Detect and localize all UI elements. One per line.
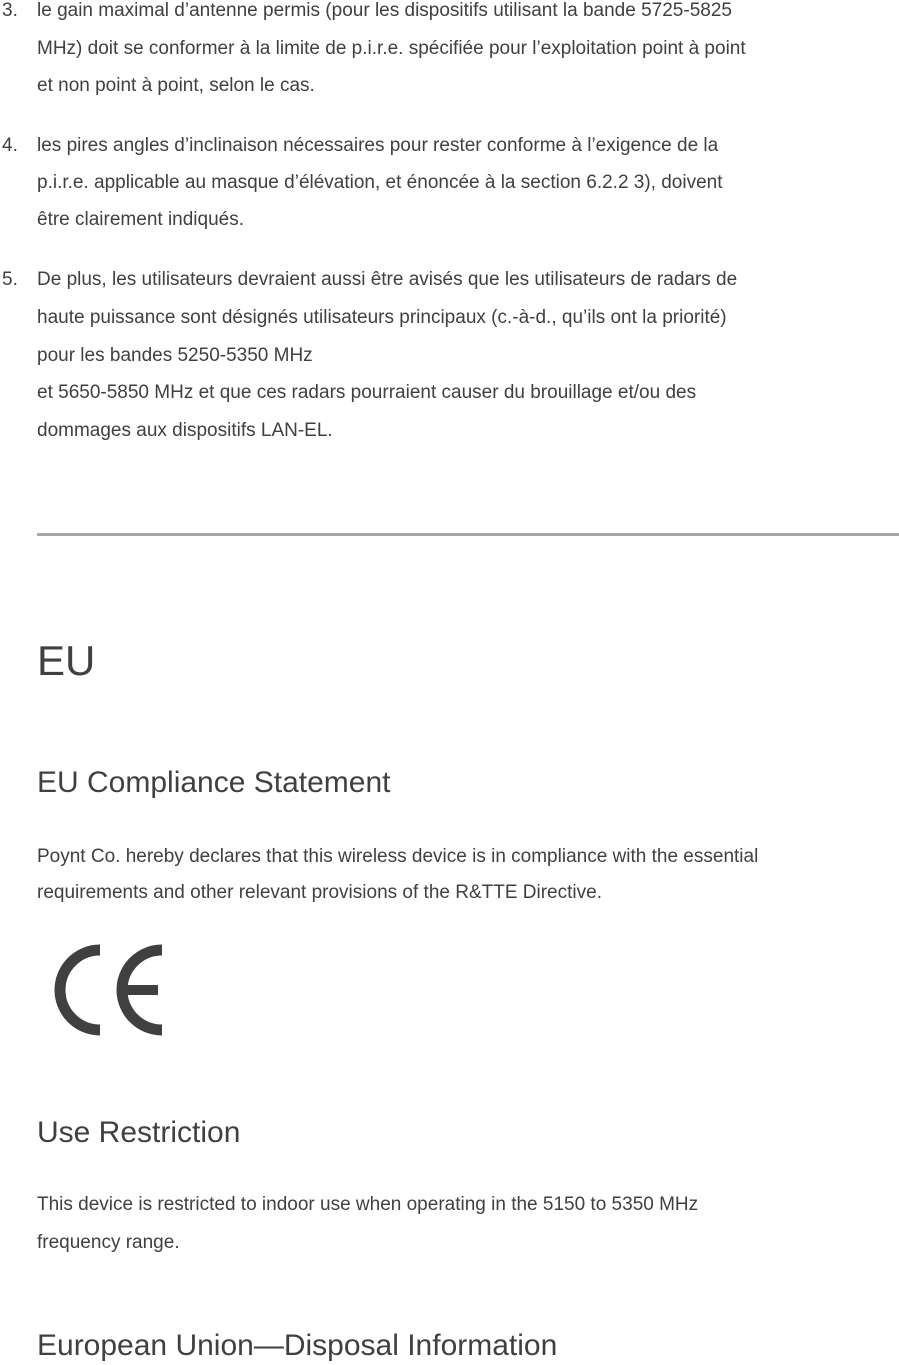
list-item-5-line-2: haute puissance sont désignés utilisateurs principaux (c.-à-d., qu’ils ont la priorité) [37,307,727,328]
compliance-line-1: Poynt Co. hereby declares that this wireless device is in compliance with the essential [37,846,759,867]
list-item-5-line-4: et 5650-5850 MHz et que ces radars pourraient causer du brouillage et/ou des [37,382,697,403]
list-item-4-line-2: p.i.r.e. applicable au masque d’élévation, et énoncée à la section 6.2.2 3), doivent [37,172,723,193]
list-number-4: 4. [2,135,18,156]
compliance-heading: EU Compliance Statement [37,766,391,799]
use-restriction-line-1: This device is restricted to indoor use when operating in the 5150 to 5350 MHz [37,1194,699,1215]
use-restriction-heading: Use Restriction [37,1116,241,1149]
list-item-4-line-1: les pires angles d’inclinaison nécessaires pour rester conforme à l’exigence de la [37,135,719,156]
list-number-3: 3. [2,0,18,21]
list-item-3-line-3: et non point à point, selon le cas. [37,75,315,96]
ce-mark-logo [38,944,168,1036]
compliance-line-2: requirements and other relevant provisions of the R&TTE Directive. [37,882,602,903]
ce-mark-icon [38,944,168,1036]
list-item-4-line-3: être clairement indiqués. [37,209,244,230]
list-item-5-line-1: De plus, les utilisateurs devraient aussi être avisés que les utilisateurs de radars de [37,269,738,290]
list-item-3-line-1: le gain maximal d’antenne permis (pour les dispositifs utilisant la bande 5725-5825 [37,0,732,21]
use-restriction-line-2: frequency range. [37,1232,180,1253]
disposal-heading: European Union—Disposal Information [37,1329,558,1362]
list-item-5-line-3: pour les bandes 5250-5350 MHz [37,345,313,366]
section-divider [37,533,899,536]
list-number-5: 5. [2,269,18,290]
list-item-3-line-2: MHz) doit se conformer à la limite de p.i.r.e. spécifiée pour l’exploitation point à point [37,38,746,59]
eu-heading: EU [37,637,96,684]
list-item-5-line-5: dommages aux dispositifs LAN-EL. [37,420,333,441]
